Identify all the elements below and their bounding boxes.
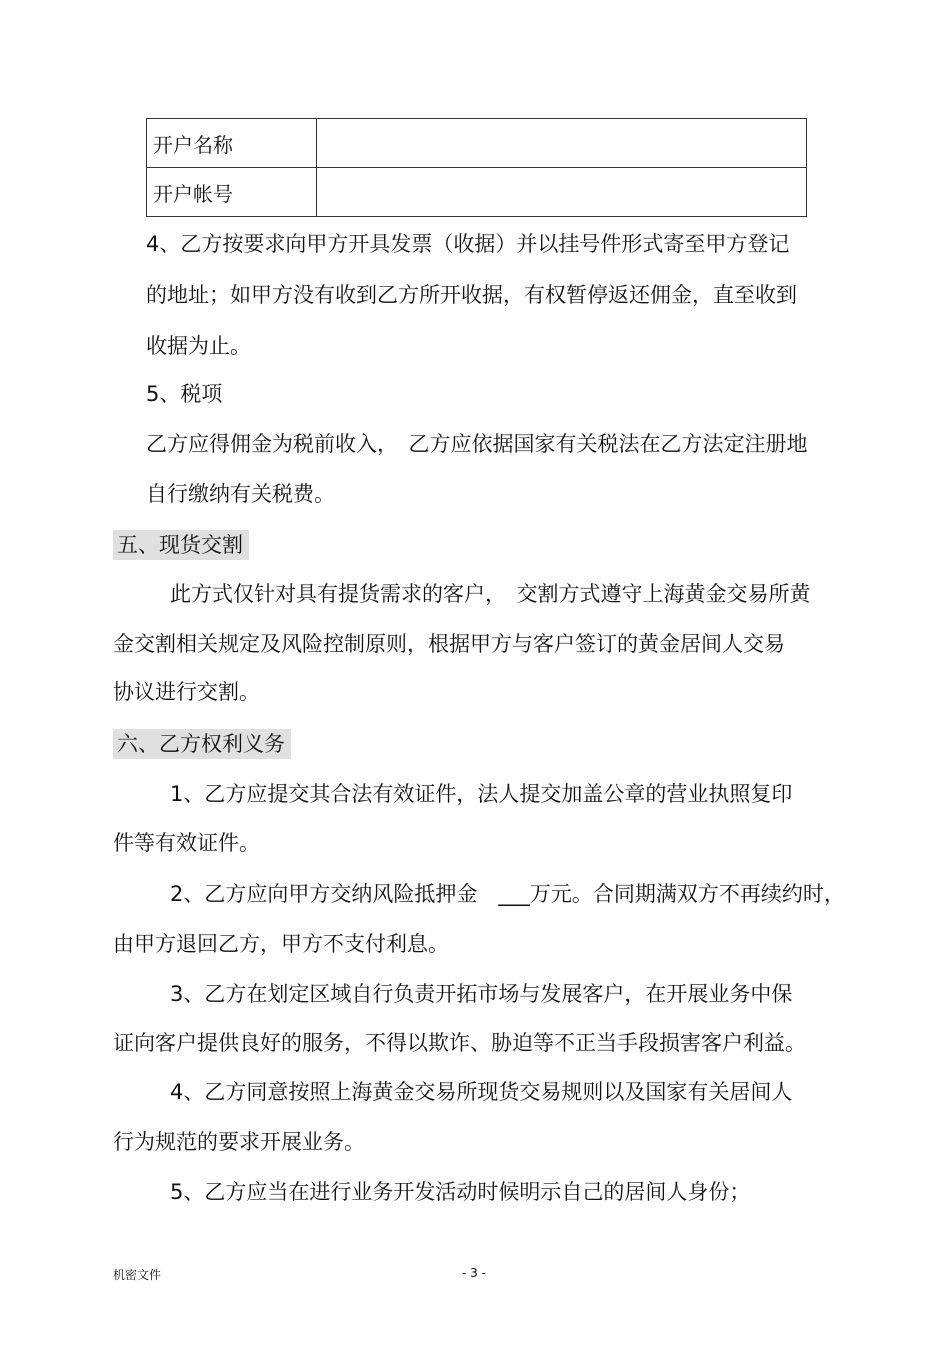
section-heading-delivery: 五、现货交割 <box>113 530 249 560</box>
list-item: 5、乙方应当在进行业务开发活动时候明示自己的居间人身份； <box>170 1180 751 1204</box>
invoice-clause-line-3: 收据为止。 <box>146 334 251 358</box>
list-item: 4、乙方同意按照上海黄金交易所现货交易规则以及国家有关居间人 <box>170 1080 793 1104</box>
invoice-clause-line-1: 4、乙方按要求向甲方开具发票（收据）并以挂号件形式寄至甲方登记 <box>146 232 790 256</box>
paragraph-line: 金交割相关规定及风险控制原则，根据甲方与客户签订的黄金居间人交易 <box>113 632 785 656</box>
account-name-label: 开户名称 <box>147 119 317 168</box>
account-table <box>146 118 807 217</box>
list-item-continuation: 由甲方退回乙方，甲方不支付利息。 <box>113 932 449 956</box>
account-number-value <box>317 168 807 217</box>
table-row <box>147 168 807 217</box>
account-number-label: 开户帐号 <box>147 168 317 217</box>
account-name-value <box>317 119 807 168</box>
list-item-continuation: 件等有效证件。 <box>113 831 260 855</box>
list-item: 2、乙方应向甲方交纳风险抵押金 ___万元。合同期满双方不再续约时， <box>170 882 845 906</box>
tax-clause-line-2: 自行缴纳有关税费。 <box>146 482 335 506</box>
list-item: 1、乙方应提交其合法有效证件，法人提交加盖公章的营业执照复印 <box>170 782 793 806</box>
table-row <box>147 119 807 168</box>
invoice-clause-line-2: 的地址；如甲方没有收到乙方所开收据，有权暂停返还佣金，直至收到 <box>146 283 797 307</box>
tax-clause-title: 5、税项 <box>146 382 223 406</box>
page-number: - 3 - <box>462 1266 486 1280</box>
list-item-continuation: 行为规范的要求开展业务。 <box>113 1130 365 1154</box>
footer-confidential: 机密文件 <box>113 1268 162 1282</box>
paragraph-line: 协议进行交割。 <box>113 680 260 704</box>
list-item-continuation: 证向客户提供良好的服务，不得以欺诈、胁迫等不正当手段损害客户利益。 <box>113 1031 806 1055</box>
list-item: 3、乙方在划定区域自行负责开拓市场与发展客户，在开展业务中保 <box>170 982 793 1006</box>
section-heading-rights-obligations: 六、乙方权利义务 <box>113 729 291 759</box>
paragraph-line: 此方式仅针对具有提货需求的客户， 交割方式遵守上海黄金交易所黄 <box>170 582 811 606</box>
tax-clause-line-1: 乙方应得佣金为税前收入， 乙方应依据国家有关税法在乙方法定注册地 <box>146 432 808 456</box>
